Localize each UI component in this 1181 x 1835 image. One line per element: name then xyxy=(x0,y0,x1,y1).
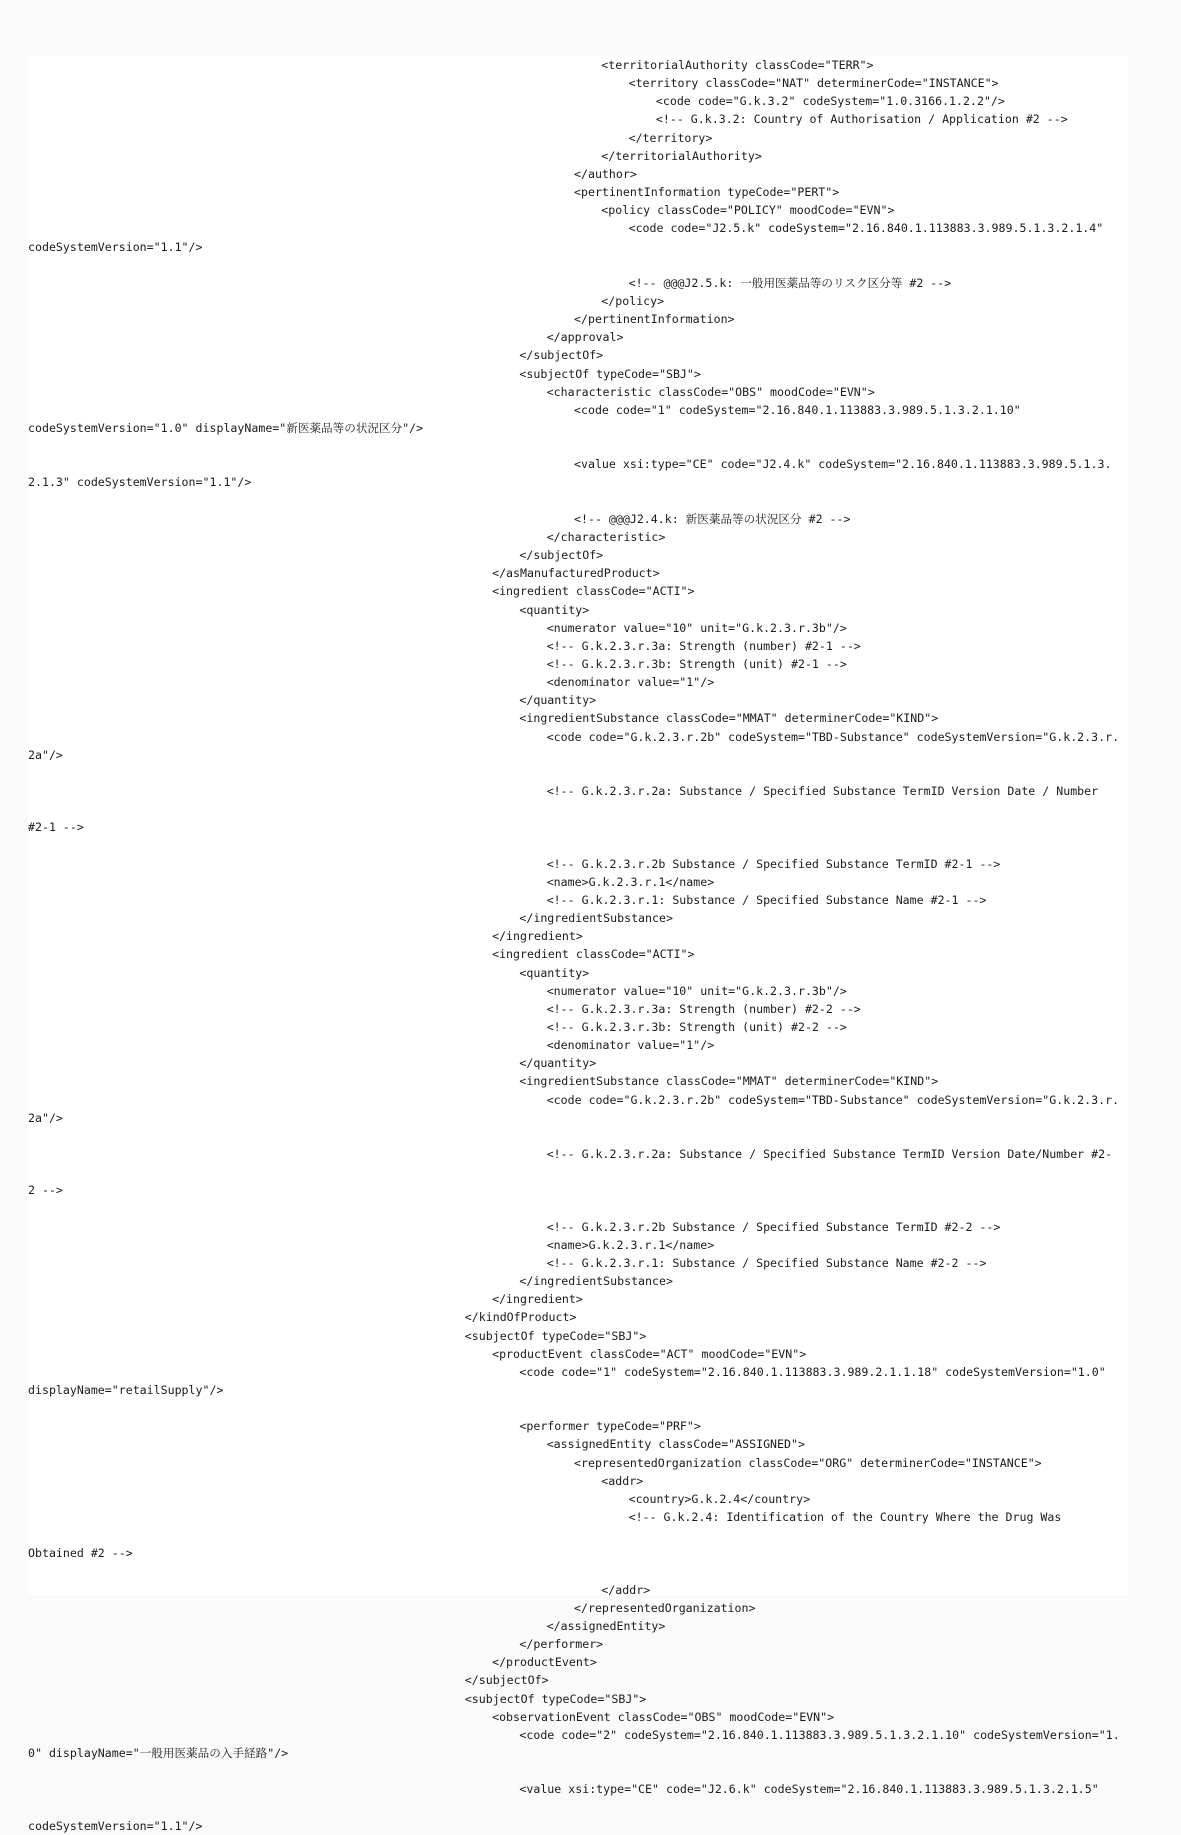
xml-code-line: </quantity> xyxy=(519,693,597,708)
xml-code-line: <code code="1" codeSystem="2.16.840.1.113883.3.989.5.1.3.2.1.10" xyxy=(574,402,1021,417)
xml-code-line: <code code="G.k.3.2" codeSystem="1.0.3166.1.2.2"/> xyxy=(655,94,1005,109)
xml-code-line: </asManufacturedProduct> xyxy=(492,566,660,581)
xml-code-line: </characteristic> xyxy=(546,529,666,544)
xml-code-line: <productEvent classCode="ACT" moodCode="EVN"> xyxy=(492,1346,807,1361)
xml-code-line: <quantity> xyxy=(519,602,590,617)
xml-code-line: </addr> xyxy=(601,1582,651,1597)
xml-code-line: </pertinentInformation> xyxy=(574,312,735,327)
xml-code-line: <ingredientSubstance classCode="MMAT" determinerCode="KIND"> xyxy=(519,1074,939,1089)
xml-code-line: codeSystemVersion="1.0" displayName="新医薬品等の状況区分"/> xyxy=(28,421,424,435)
xml-code-line: <code code="G.k.2.3.r.2b" codeSystem="TBD-Substance" codeSystemVersion="G.k.2.3.r. xyxy=(546,729,1120,744)
xml-code-line: </author> xyxy=(574,166,637,181)
xml-code-line: <subjectOf typeCode="SBJ"> xyxy=(464,1691,647,1706)
xml-comment-line: <!-- G.k.2.3.r.2b Substance / Specified Substance TermID #2-2 --> xyxy=(546,1219,1001,1234)
xml-code-line: </quantity> xyxy=(519,1056,597,1071)
xml-comment-line: <!-- G.k.2.3.r.3a: Strength (number) #2-2 --> xyxy=(546,1001,861,1016)
xml-code-line: 2 --> xyxy=(28,1183,63,1198)
xml-code-line: </territory> xyxy=(628,130,713,145)
xml-code-line: <numerator value="10" unit="G.k.2.3.r.3b"/> xyxy=(546,983,847,998)
xml-code-line: </ingredient> xyxy=(492,1292,583,1307)
xml-comment-line: <!-- G.k.2.3.r.2b Substance / Specified Substance TermID #2-1 --> xyxy=(546,856,1001,871)
xml-code-line: 2a"/> xyxy=(28,747,63,762)
xml-code-line: <pertinentInformation typeCode="PERT"> xyxy=(574,185,840,200)
xml-code-line: </approval> xyxy=(546,330,624,345)
xml-code-line: <country>G.k.2.4</country> xyxy=(628,1491,811,1506)
xml-code-line: </productEvent> xyxy=(492,1655,597,1670)
xml-code-line: <value xsi:type="CE" code="J2.6.k" codeSystem="2.16.840.1.113883.3.989.5.1.3.2.1.5" xyxy=(519,1782,1099,1797)
xml-code-line: <name>G.k.2.3.r.1</name> xyxy=(546,1237,715,1252)
xml-comment-line: <!-- G.k.2.4: Identification of the Country Where the Drug Was xyxy=(628,1510,1062,1524)
xml-code-line: <code code="G.k.2.3.r.2b" codeSystem="TBD-Substance" codeSystemVersion="G.k.2.3.r. xyxy=(546,1092,1120,1107)
document-page xyxy=(28,56,1128,1833)
xml-code-line: 0" displayName="一般用医薬品の入手経路"/> xyxy=(28,1745,289,1760)
xml-code-line: </subjectOf> xyxy=(464,1673,549,1688)
xml-code-line: </ingredientSubstance> xyxy=(519,1274,673,1289)
xml-code-line: codeSystemVersion="1.1"/> xyxy=(28,1818,203,1833)
xml-code-line: Obtained #2 --> xyxy=(28,1546,133,1561)
xml-code-line: <subjectOf typeCode="SBJ"> xyxy=(519,366,701,381)
xml-code-line: <territorialAuthority classCode="TERR"> xyxy=(601,58,874,72)
xml-comment-line: <!-- G.k.2.3.r.2a: Substance / Specified Substance TermID Version Date/Number #2- xyxy=(546,1147,1113,1161)
xml-comment-line: <!-- G.k.2.3.r.3a: Strength (number) #2-1 --> xyxy=(546,638,861,653)
xml-code-line: <policy classCode="POLICY" moodCode="EVN"> xyxy=(601,203,895,218)
xml-code-line: <performer typeCode="PRF"> xyxy=(519,1419,701,1434)
xml-code-line: </representedOrganization> xyxy=(574,1600,756,1615)
xml-code-line: </ingredientSubstance> xyxy=(519,911,673,926)
xml-code-line: codeSystemVersion="1.1"/> xyxy=(28,239,203,254)
xml-code-line: <assignedEntity classCode="ASSIGNED"> xyxy=(546,1437,805,1452)
xml-code-line: </assignedEntity> xyxy=(546,1618,666,1633)
xml-code-line: </territorialAuthority> xyxy=(601,148,762,163)
xml-comment-line: <!-- G.k.2.3.r.3b: Strength (unit) #2-2 --> xyxy=(546,1019,847,1034)
xml-code-line: #2-1 --> xyxy=(28,820,84,835)
xml-code-line: <code code="1" codeSystem="2.16.840.1.113883.3.989.2.1.1.18" codeSystemVersion="1.0" xyxy=(519,1364,1106,1379)
xml-comment-line: <!-- G.k.2.3.r.1: Substance / Specified Substance Name #2-1 --> xyxy=(546,892,987,907)
xml-code-line: </performer> xyxy=(519,1637,604,1652)
xml-code-line: <ingredientSubstance classCode="MMAT" determinerCode="KIND"> xyxy=(519,711,939,726)
xml-code-line: <observationEvent classCode="OBS" moodCode="EVN"> xyxy=(492,1709,835,1724)
xml-code-line: </subjectOf> xyxy=(519,548,604,563)
xml-comment-line: <!-- @@@J2.4.k: 新医薬品等の状況区分 #2 --> xyxy=(574,511,851,526)
xml-code-line: <name>G.k.2.3.r.1</name> xyxy=(546,874,715,889)
xml-code-line: </policy> xyxy=(601,293,665,308)
xml-code-line: <characteristic classCode="OBS" moodCode="EVN"> xyxy=(546,384,875,399)
xml-comment-line: <!-- G.k.3.2: Country of Authorisation / Application #2 --> xyxy=(655,112,1068,127)
xml-code-line: </kindOfProduct> xyxy=(464,1310,577,1325)
xml-code-line: <representedOrganization classCode="ORG" determinerCode="INSTANCE"> xyxy=(574,1455,1042,1470)
xml-code-line: <territory classCode="NAT" determinerCode="INSTANCE"> xyxy=(628,76,999,91)
xml-code-line: 2a"/> xyxy=(28,1110,63,1125)
xml-code-line: <denominator value="1"/> xyxy=(546,1038,715,1053)
xml-code-line: <denominator value="1"/> xyxy=(546,675,715,690)
xml-code-line: 2.1.3" codeSystemVersion="1.1"/> xyxy=(28,475,252,490)
xml-code-line: <subjectOf typeCode="SBJ"> xyxy=(464,1328,647,1343)
xml-code-line: </subjectOf> xyxy=(519,348,604,363)
xml-comment-line: <!-- @@@J2.5.k: 一般用医薬品等のリスク区分等 #2 --> xyxy=(628,275,952,290)
xml-code-line: <addr> xyxy=(601,1473,644,1488)
xml-comment-line: <!-- G.k.2.3.r.3b: Strength (unit) #2-1 --> xyxy=(546,656,847,671)
xml-code-line: <quantity> xyxy=(519,965,590,980)
xml-code-line: <value xsi:type="CE" code="J2.4.k" codeSystem="2.16.840.1.113883.3.989.5.1.3. xyxy=(574,457,1112,472)
xml-code-line: </ingredient> xyxy=(492,929,583,944)
xml-comment-line: <!-- G.k.2.3.r.1: Substance / Specified Substance Name #2-2 --> xyxy=(546,1255,987,1270)
xml-code-line: <ingredient classCode="ACTI"> xyxy=(492,584,695,599)
xml-code-line: <ingredient classCode="ACTI"> xyxy=(492,947,695,962)
xml-comment-line: <!-- G.k.2.3.r.2a: Substance / Specified Substance TermID Version Date / Number xyxy=(546,784,1099,798)
xml-code-line: displayName="retailSupply"/> xyxy=(28,1382,224,1397)
xml-code-line: <code code="J2.5.k" codeSystem="2.16.840.1.113883.3.989.5.1.3.2.1.4" xyxy=(628,221,1104,236)
xml-code-line: <numerator value="10" unit="G.k.2.3.r.3b"/> xyxy=(546,620,847,635)
xml-code-line: <code code="2" codeSystem="2.16.840.1.113883.3.989.5.1.3.2.1.10" codeSystemVersion="1. xyxy=(519,1727,1120,1742)
